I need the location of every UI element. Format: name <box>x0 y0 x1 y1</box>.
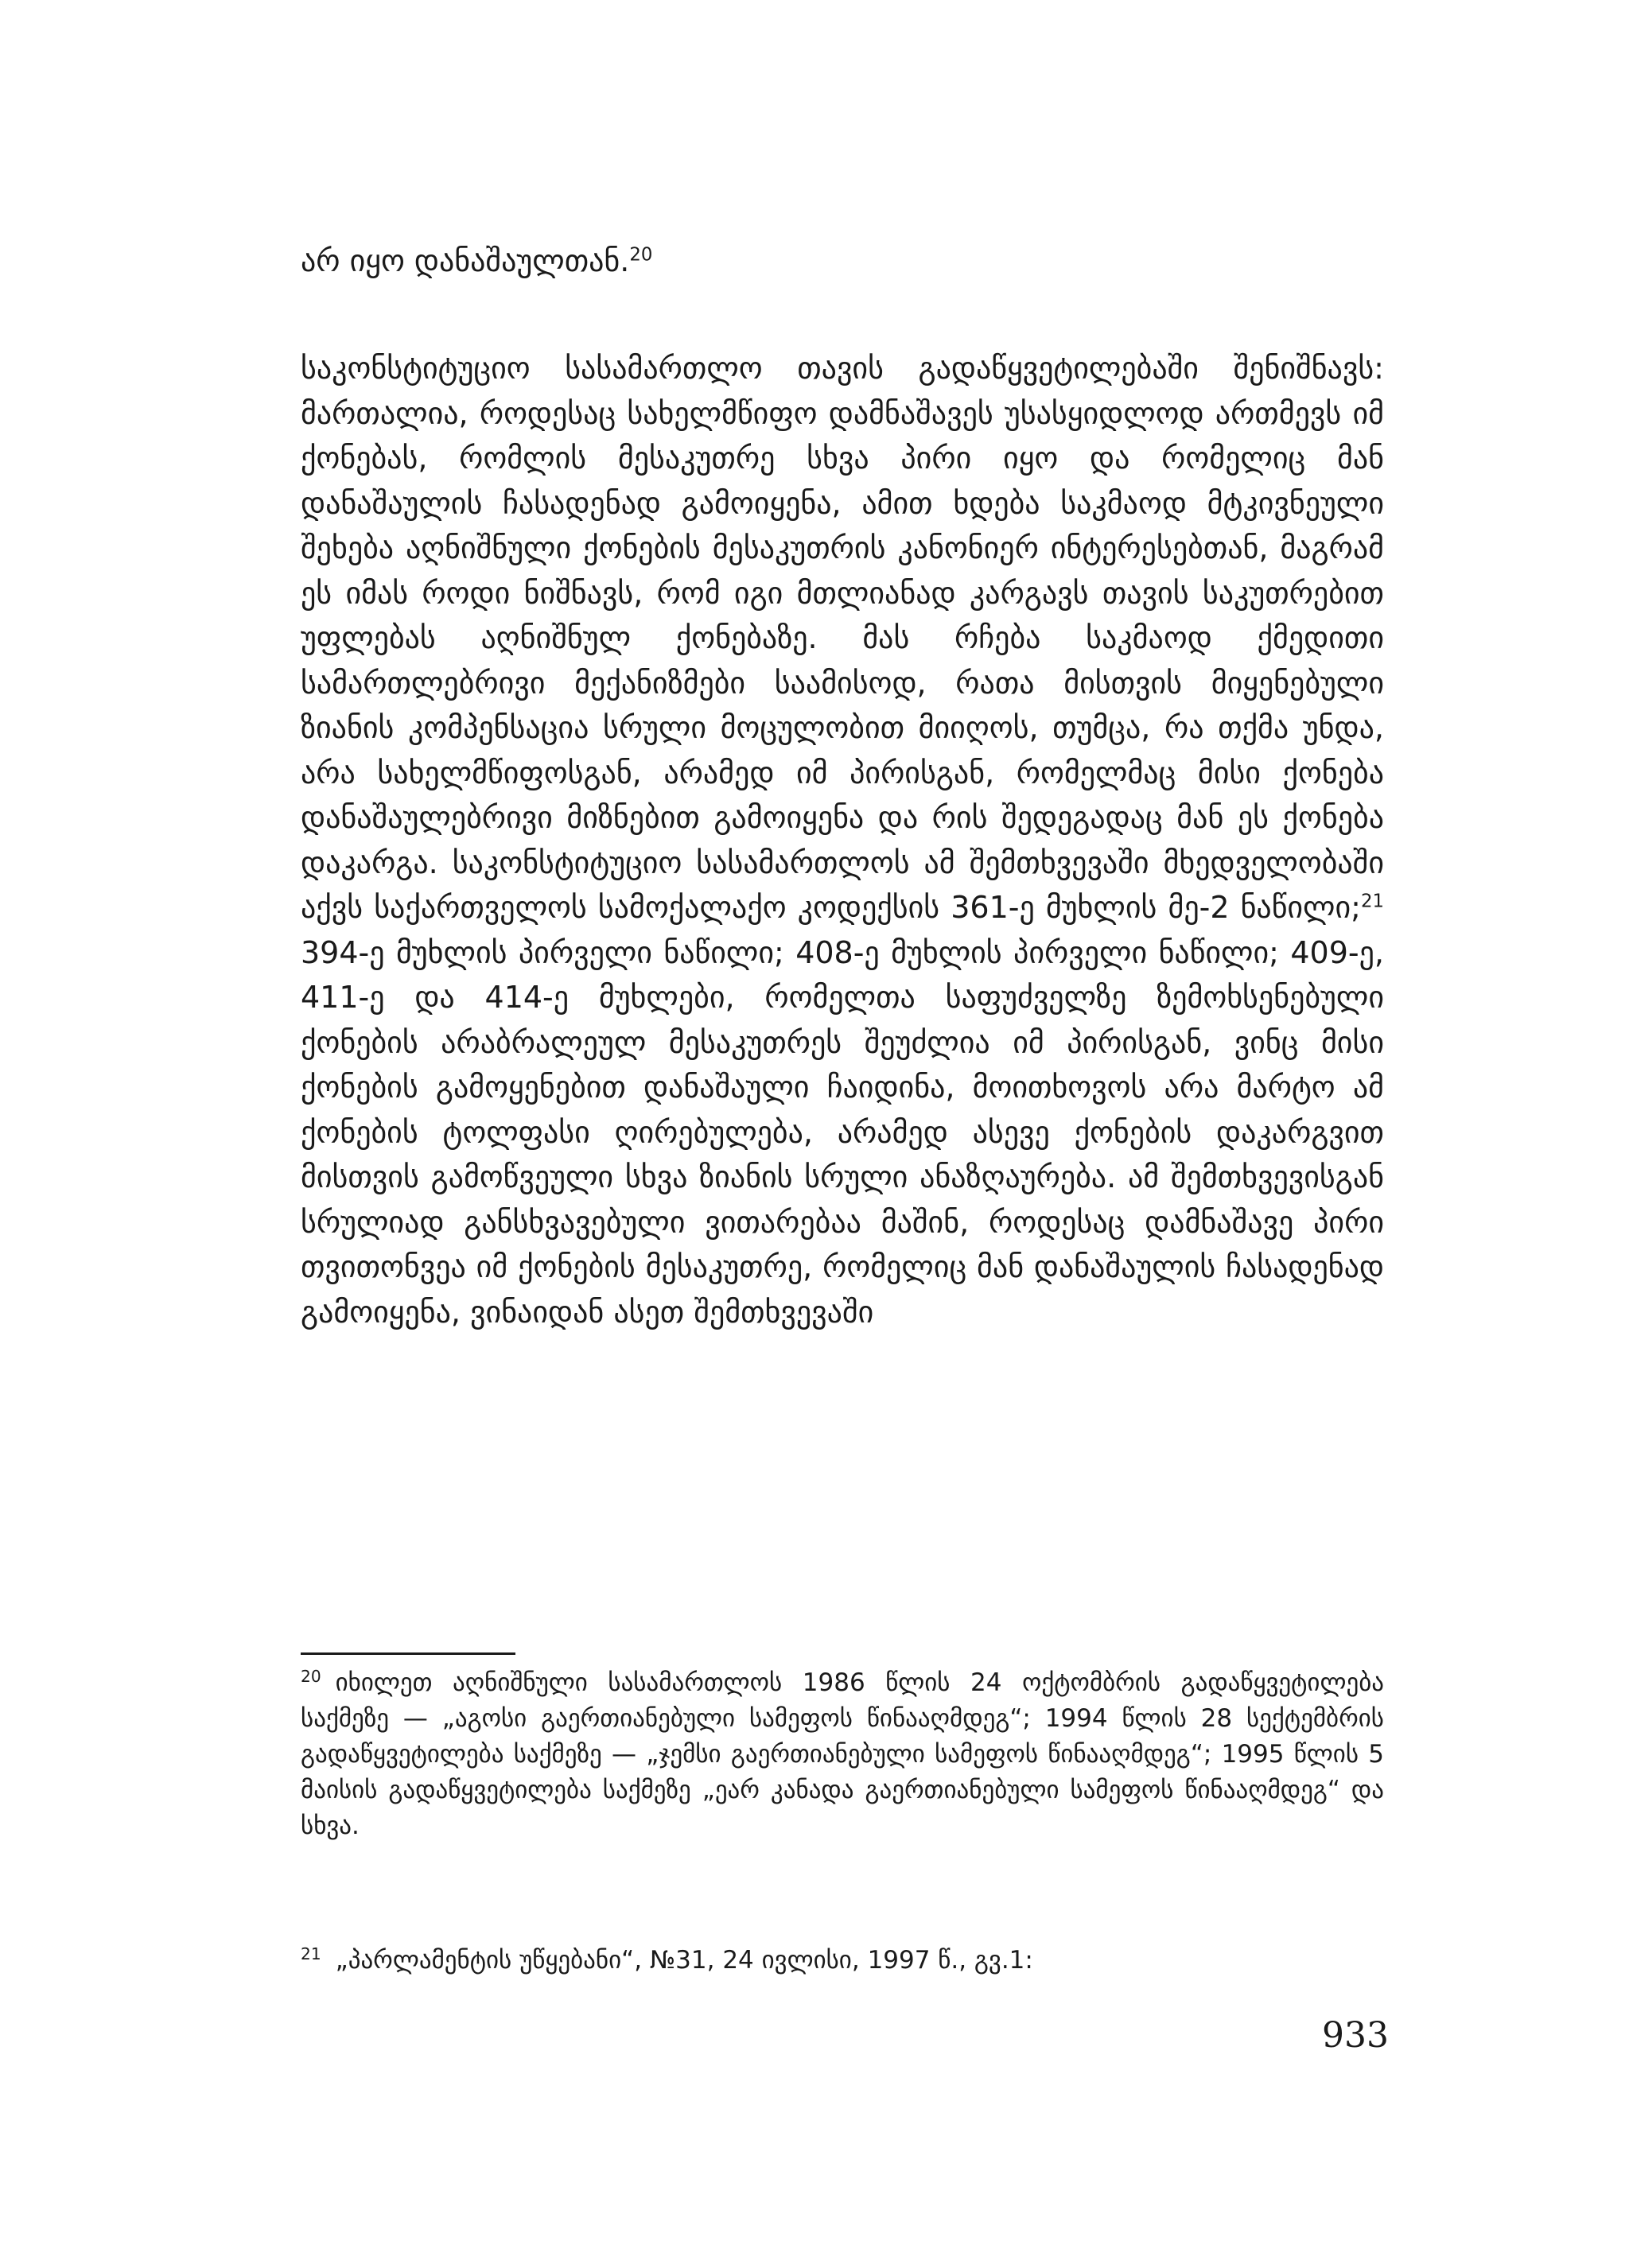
main-paragraph-part2: 394-ე მუხლის პირველი ნაწილი; 408-ე მუხლის პირველი ნაწილი; 409-ე, 411-ე და 414-ე მუხლები, რომელთა საფუძველზე ზემოხსენებული ქონების არაბრალეულ მესაკუთრეს შეუძლია იმ პირისგან, ვინც მისი ქონების გამოყენებით დანაშაული ჩაიდინა, მოითხოვოს არა მარტო ამ ქონების ტოლფასი ღირებულება, არამედ ასევე ქონების დაკარგვით მისთვის გამოწვეული სხვა ზიანის სრული ანაზღაურება. ამ შემთხვევისგან სრულიად განსხვავებული ვითარებაა მაშინ, როდესაც დამნაშავე პირი თვითონვეა იმ ქონების მესაკუთრე, რომელიც მან დანაშაულის ჩასადენად გამოიყენა, ვინაიდან ასეთ შემთხვევაში <box>301 934 1384 1330</box>
main-paragraph <box>301 346 1384 1650</box>
footnote-21-marker: 21 <box>301 1944 321 1963</box>
footnote-separator <box>301 1652 515 1655</box>
page-number: 933 <box>1322 2015 1389 2056</box>
opening-line <box>301 239 1384 284</box>
footnote-20-text: იხილეთ აღნიშნული სასამართლოს 1986 წლის 24 ოქტომბრის გადაწყვეტილება საქმეზე — „აგოსი გაერთიანებული სამეფოს წინააღმდეგ“; 1994 წლის 28 სექტემბრის გადაწყვეტილება საქმეზე — „ჯემსი გაერთიანებული სამეფოს წინააღმდეგ“; 1995 წლის 5 მაისის გადაწყვეტილება საქმეზე „ეარ კანადა გაერთიანებული სამეფოს წინააღმდეგ“ და სხვა. <box>301 1668 1384 1840</box>
footnote-21 <box>301 1943 1384 1979</box>
footnote-21-text: „პარლამენტის უწყებანი“, №31, 24 ივლისი, 1997 წ., გვ.1: <box>335 1946 1033 1975</box>
opening-line-text: არ იყო დანაშაულთან. <box>301 243 630 278</box>
footnote-ref-21[interactable]: 21 <box>1360 891 1384 912</box>
footnote-ref-20[interactable]: 20 <box>629 244 653 266</box>
footnote-20 <box>301 1665 1384 1896</box>
main-paragraph-part1: საკონსტიტუციო სასამართლო თავის გადაწყვეტილებაში შენიშნავს: მართალია, როდესაც სახელმწიფო დამნაშავეს უსასყიდლოდ ართმევს იმ ქონებას, რომლის მესაკუთრე სხვა პირი იყო და რომელიც მან დანაშაულის ჩასადენად გამოიყენა, ამით ხდება საკმაოდ მტკივნეული შეხება აღნიშნული ქონების მესაკუთრის კანონიერ ინტერესებთან, მაგრამ ეს იმას როდი ნიშნავს, რომ იგი მთლიანად კარგავს თავის საკუთრებით უფლებას აღნიშნულ ქონებაზე. მას რჩება საკმაოდ ქმედითი სამართლებრივი მექანიზმები საამისოდ, რათა მისთვის მიყენებული ზიანის კომპენსაცია სრული მოცულობით მიიღოს, თუმცა, რა თქმა უნდა, არა სახელმწიფოსგან, არამედ იმ პირისგან, რომელმაც მისი ქონება დანაშაულებრივი მიზნებით გამოიყენა და რის შედეგადაც მან ეს ქონება დაკარგა. საკონსტიტუციო სასამართლოს ამ შემთხვევაში მხედველობაში აქვს საქართველოს სამოქალაქო კოდექსის 361-ე მუხლის მე-2 ნაწილი; <box>301 351 1384 925</box>
footnote-20-marker: 20 <box>301 1666 321 1686</box>
